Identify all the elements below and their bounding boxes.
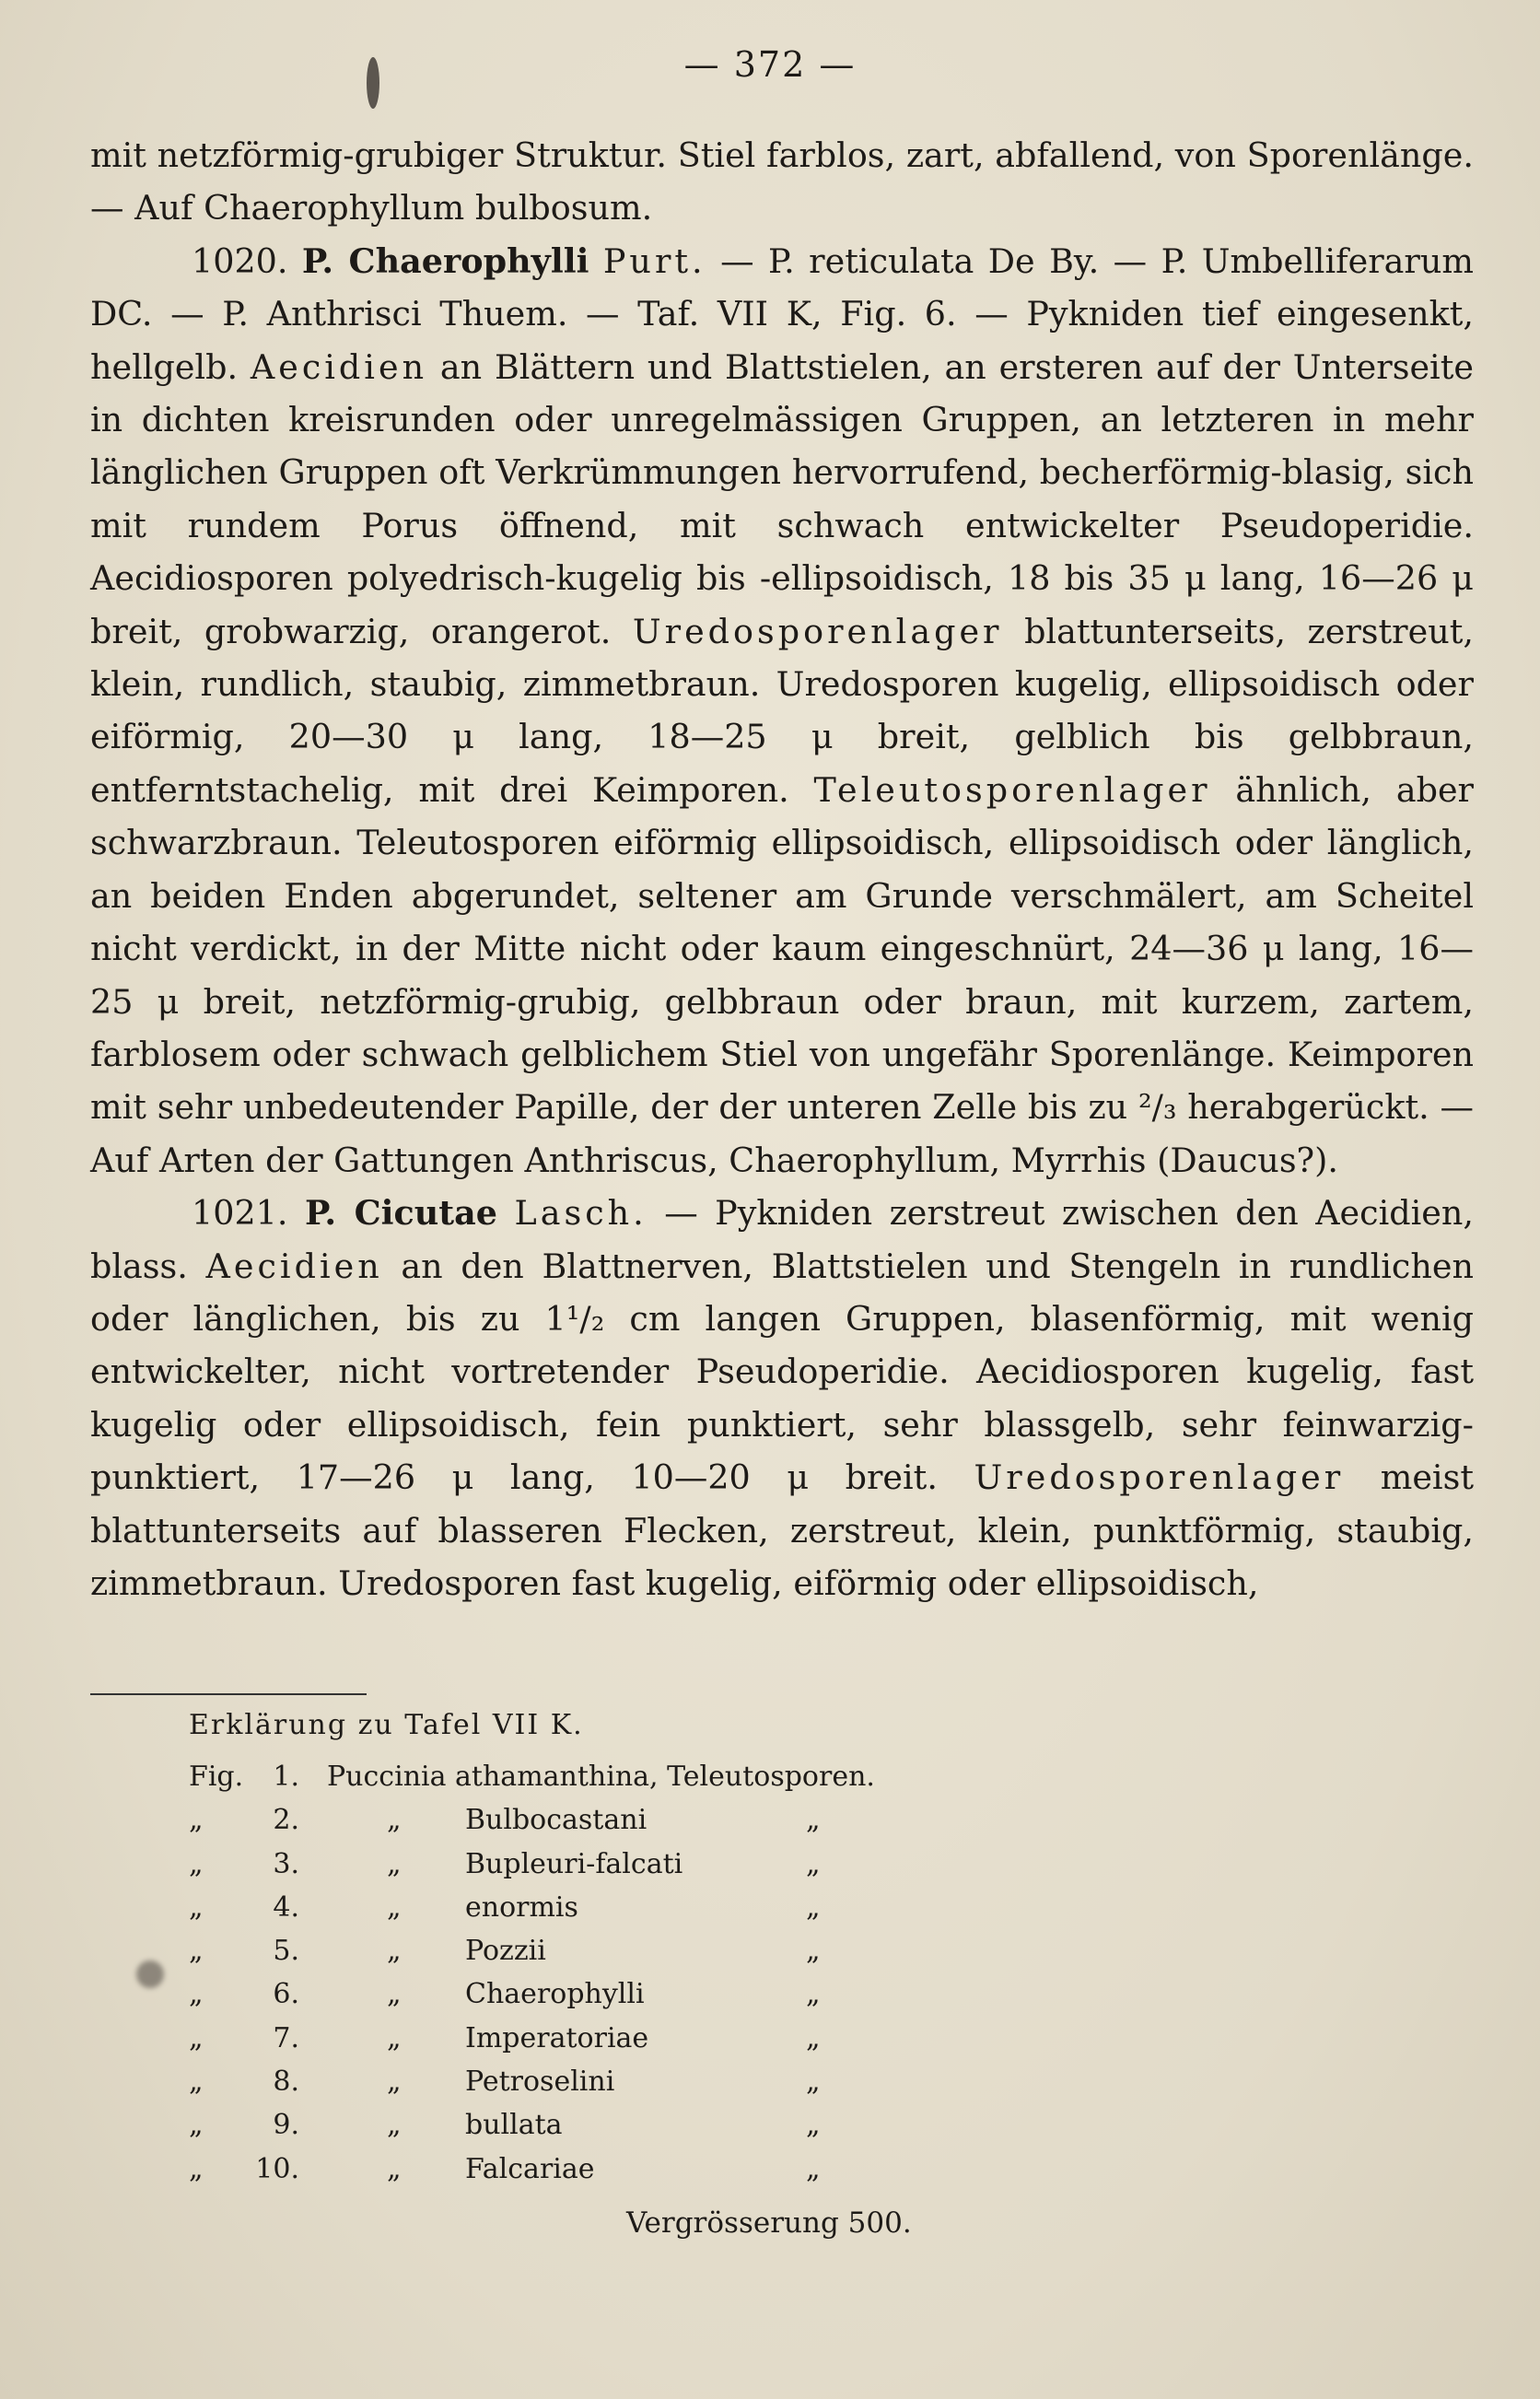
figure-row [189, 1972, 1018, 2016]
fig-name: enormis [465, 1890, 578, 1924]
fig-number: 1. [273, 1761, 299, 1793]
ditto-mark: „ [189, 1847, 204, 1880]
ditto-mark: „ [189, 2065, 204, 2099]
plate-explanation-title: Erklärung zu Tafel VII K. [189, 1709, 584, 1741]
ditto-mark: „ [806, 2065, 821, 2099]
paragraph-continuation: mit netzförmig-grubiger Struktur. Stiel farblos, zart, abfallend, von Sporenlänge. — Auf Chaerophyllum bulbosum. [90, 135, 1474, 228]
ditto-mark: „ [387, 1978, 402, 2011]
species-entry-1021 [90, 1187, 1474, 1609]
figure-row [189, 1886, 1018, 1929]
ditto-mark: „ [806, 2109, 821, 2142]
figure-row [189, 2147, 1018, 2191]
figure-list [189, 1755, 1018, 2191]
fig-number: 7. [273, 2021, 299, 2054]
ditto-mark: „ [189, 1804, 204, 1837]
fig-name: bullata [465, 2109, 563, 2142]
entry-text: — Pykniden zerstreut zwischen den Aecidien, blass. [90, 1193, 1475, 1286]
entry-text: an Blättern und Blattstielen, an ersteren auf der Unterseite in dichten kreisrunden oder unregelmässigen Gruppen, an letzteren in mehr länglichen Gruppen oft Verkrümmungen hervorrufend, becherförmig-blasig, sich mit rundem Porus öffnend, mit schwach entwickelter Pseudoperidie. Aecidiosporen polyedrisch-kugelig bis -ellipsoidisch, 18 bis 35 μ lang, 16—26 μ breit, grobwarzig, orangerot. [90, 346, 1474, 651]
ditto-mark: „ [387, 2109, 402, 2142]
figure-row [189, 1755, 1018, 1798]
fig-number: 9. [273, 2109, 299, 2142]
footnote-divider [90, 1693, 367, 1695]
author: Purt. [602, 240, 706, 281]
entry-number: 1021. [192, 1193, 288, 1234]
term-teleutosporenlager: Teleutosporenlager [813, 769, 1211, 810]
ditto-mark: „ [387, 2065, 402, 2099]
fig-number: 5. [273, 1935, 299, 1968]
entry-number: 1020. [192, 240, 288, 281]
ditto-mark: „ [806, 1890, 821, 1924]
ditto-mark: „ [806, 2152, 821, 2185]
fig-name: Chaerophylli [465, 1978, 645, 2011]
species-name: P. Chaerophylli [301, 240, 589, 281]
magnification-note: Vergrösserung 500. [626, 2206, 912, 2240]
figure-row [189, 2103, 1018, 2147]
fig-name: Bupleuri-falcati [465, 1847, 683, 1880]
fig-number: 2. [273, 1804, 299, 1837]
fig-number: 6. [273, 1978, 299, 2011]
main-text [90, 129, 1474, 1609]
fig-name: Petroselini [465, 2065, 615, 2099]
ditto-mark: „ [387, 1935, 402, 1968]
fig-label: Fig. [189, 1761, 244, 1793]
page-number: — 372 — [683, 44, 857, 85]
ink-blot [136, 1960, 164, 1988]
ditto-mark: „ [387, 2021, 402, 2054]
figure-row [189, 1843, 1018, 1886]
ditto-mark: „ [189, 2152, 204, 2185]
entry-text: ähnlich, aber schwarzbraun. Teleutosporen eiförmig ellipsoidisch, ellipsoidisch oder länglich, an beiden Enden abgerundet, seltener am Grunde verschmälert, am Scheitel nicht verdickt, in der Mitte nicht oder kaum eingeschnürt, 24—36 μ lang, 16—25 μ breit, netzförmig-grubig, gelbbraun oder braun, mit kurzem, zartem, farblosem oder schwach gelblichem Stiel von ungefähr Sporenlänge. Keimporen mit sehr unbedeutender Papille, der der unteren Zelle bis zu ²/₃ herabgerückt. — Auf Arten der Gattungen Anthriscus, Chaerophyllum, Myrrhis (Daucus?). [90, 769, 1474, 1180]
figure-row [189, 1798, 1018, 1842]
fig-number: 4. [273, 1890, 299, 1924]
species-entry-1020 [90, 235, 1474, 1187]
ditto-mark: „ [806, 1978, 821, 2011]
ditto-mark: „ [189, 1935, 204, 1968]
entry-text: an den Blattnerven, Blattstielen und Stengeln in rundlichen oder länglichen, bis zu 1¹/₂ cm langen Gruppen, blasenförmig, mit wenig entwickelter, nicht vortretender Pseudoperidie. Aecidiosporen kugelig, fast kugelig oder ellipsoidisch, fein punktiert, sehr blassgelb, sehr feinwarzig-punktiert, 17—26 μ lang, 10—20 μ breit. [90, 1246, 1474, 1498]
ditto-mark: „ [189, 1890, 204, 1924]
ditto-mark: „ [387, 2152, 402, 2185]
ditto-mark: „ [189, 2021, 204, 2054]
figure-row [189, 1929, 1018, 1972]
figure-row [189, 2017, 1018, 2060]
term-aecidien: Aecidien [205, 1246, 383, 1286]
entry-text: meist blattunterseits auf blasseren Flecken, zerstreut, klein, punktförmig, staubig, zimmetbraun. Uredosporen fast kugelig, eiförmig oder ellipsoidisch, [90, 1457, 1475, 1603]
ditto-mark: „ [806, 2021, 821, 2054]
fig-name: Pozzii [465, 1935, 546, 1968]
figure-row [189, 2060, 1018, 2103]
species-name: P. Cicutae [304, 1193, 498, 1234]
fig-number: 8. [273, 2065, 299, 2099]
fig-name: Imperatoriae [465, 2021, 649, 2054]
entry-text: blattunterseits, zerstreut, klein, rundlich, staubig, zimmetbraun. Uredosporen kugelig, ellipsoidisch oder eiförmig, 20—30 μ lang, 18—25 μ breit, gelblich bis gelbbraun, entferntstachelig, mit drei Keimporen. [90, 611, 1474, 810]
fig-name: Falcariae [465, 2152, 595, 2185]
term-uredosporenlager: Uredosporenlager [632, 611, 1003, 651]
ditto-mark: „ [189, 2109, 204, 2142]
ditto-mark: „ [806, 1935, 821, 1968]
fig-number: 10. [255, 2152, 299, 2185]
ditto-mark: „ [806, 1804, 821, 1837]
ditto-mark: „ [806, 1847, 821, 1880]
fig-name: Bulbocastani [465, 1804, 648, 1837]
term-aecidien: Aecidien [250, 346, 428, 387]
ditto-mark: „ [387, 1890, 402, 1924]
entry-text: — P. reticulata De By. — P. Umbelliferarum DC. — P. Anthrisci Thuem. — Taf. VII K, Fig. 6. — Pykniden tief eingesenkt, hellgelb. [90, 240, 1474, 387]
term-uredosporenlager: Uredosporenlager [974, 1457, 1345, 1498]
fig-number: 3. [273, 1847, 299, 1880]
ditto-mark: „ [189, 1978, 204, 2011]
ditto-mark: „ [387, 1804, 402, 1837]
author: Lasch. [514, 1193, 648, 1234]
ditto-mark: „ [387, 1847, 402, 1880]
fig-name: Puccinia athamanthina, Teleutosporen. [327, 1761, 875, 1793]
